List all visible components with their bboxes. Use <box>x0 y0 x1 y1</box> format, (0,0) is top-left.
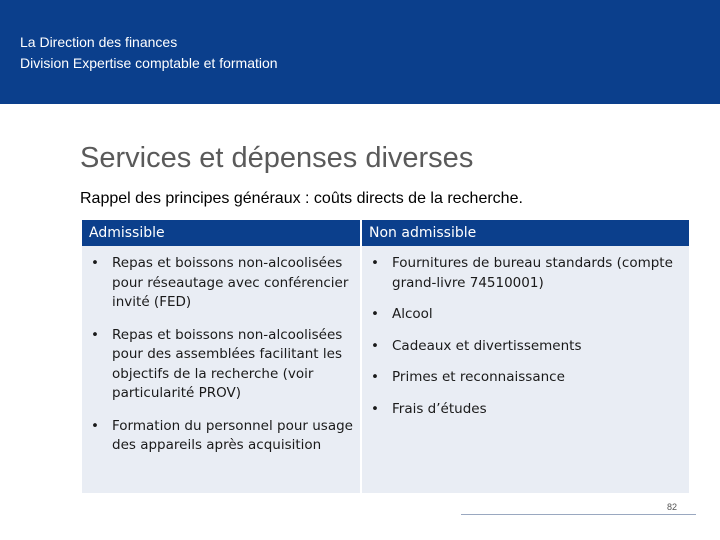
list-item: • Alcool <box>367 305 683 325</box>
list-item: • Frais d’études <box>367 400 683 420</box>
admissible-list <box>87 254 354 456</box>
list-item: • Primes et reconnaissance <box>367 368 683 388</box>
list-item: • Formation du personnel pour usage des appareils après acquisition <box>87 417 354 456</box>
header-direction: La Direction des finances <box>20 34 178 50</box>
header-admissible: Admissible <box>82 220 361 246</box>
page-number: 82 <box>667 502 678 512</box>
admissible-cell <box>82 246 361 493</box>
slide-title: Services et dépenses diverses <box>80 142 474 174</box>
non-admissible-list <box>367 254 683 419</box>
header-non-admissible: Non admissible <box>361 220 689 246</box>
comparison-table <box>82 220 689 493</box>
list-item: • Repas et boissons non-alcoolisées pour réseautage avec conférencier invité (FED) <box>87 254 354 313</box>
footer-divider <box>461 514 696 515</box>
header-banner <box>0 0 720 104</box>
list-item: • Cadeaux et divertissements <box>367 337 683 357</box>
slide-subtitle: Rappel des principes généraux : coûts directs de la recherche. <box>80 190 523 207</box>
non-admissible-cell <box>361 246 689 493</box>
header-division: Division Expertise comptable et formation <box>20 55 278 71</box>
list-item: • Fournitures de bureau standards (compte grand-livre 74510001) <box>367 254 683 293</box>
list-item: • Repas et boissons non-alcoolisées pour des assemblées facilitant les objectifs de la recherche (voir particularité PROV) <box>87 326 354 404</box>
